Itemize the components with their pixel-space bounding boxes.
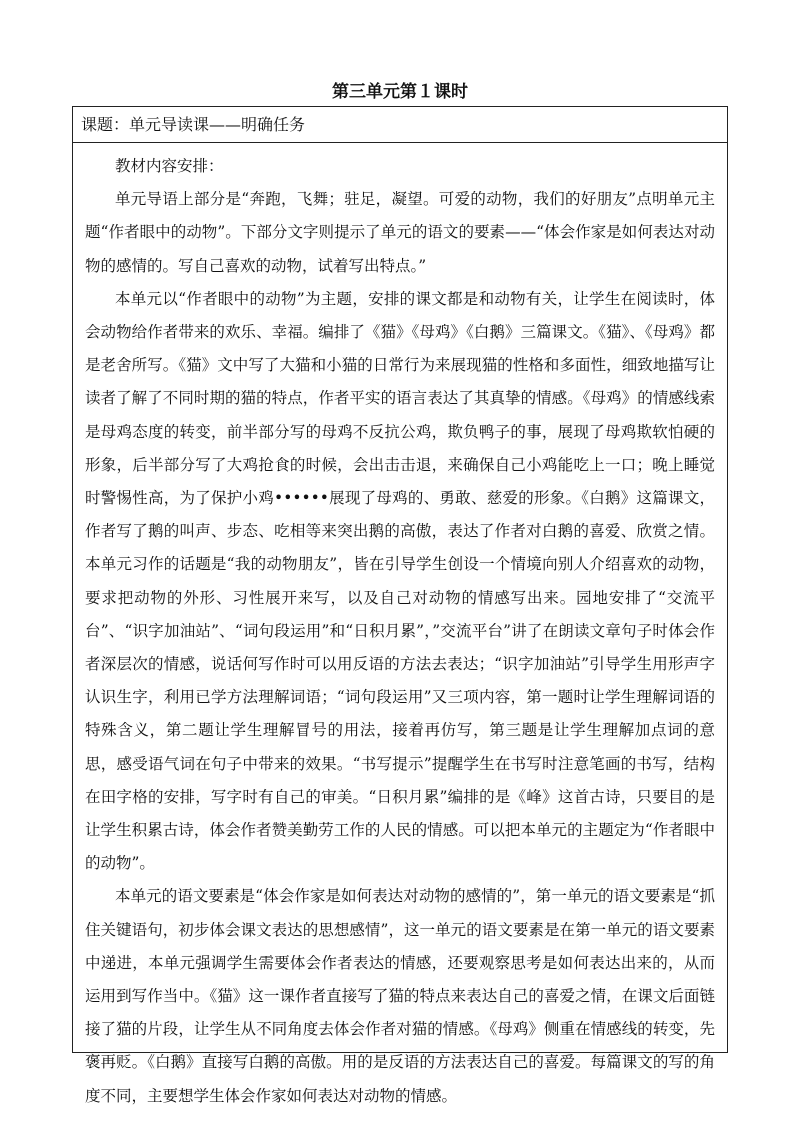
section-label: 教材内容安排： <box>115 157 224 175</box>
paragraph-unit-intro: 单元导语上部分是“奔跑，飞舞；驻足，凝望。可爱的动物，我们的好朋友”点明单元主题“作者眼中的动物”。下部分文字则提示了单元的语文的要素——“体会作家是如何表达对动物的感情的。写自己喜欢的动物，试着写出特点。” <box>85 190 715 275</box>
lesson-topic: 课题：单元导读课——明确任务 <box>81 115 306 134</box>
topic-row <box>73 107 727 143</box>
content-cell <box>73 143 727 1113</box>
paragraph-unit-arrangement: 本单元以“作者眼中的动物”为主题，安排的课文都是和动物有关，让学生在阅读时，体会动物给作者带来的欢乐、幸福。编排了《猫》《母鸡》《白鹅》三篇课文。《猫》、《母鸡》都是老舍所写。《猫》文中写了大猫和小猫的日常行为来展现猫的性格和多面性，细致地描写让读者了解了不同时期的猫的特点，作者平实的语言表达了其真挚的情感。《母鸡》的情感线索是母鸡态度的转变，前半部分写的母鸡不反抗公鸡，欺负鸭子的事，展现了母鸡欺软怕硬的形象，后半部分写了大鸡抢食的时候，会出击击退，来确保自己小鸡能吃上一口；晚上睡觉时警惕性高，为了保护小鸡••••••展现了母鸡的、勇敢、慈爱的形象。《白鹅》这篇课文，作者写了鹅的叫声、步态、吃相等来突出鹅的高傲，表达了作者对白鹅的喜爱、欣赏之情。本单元习作的话题是“我的动物朋友”，皆在引导学生创设一个情境向别人介绍喜欢的动物，要求把动物的外形、习性展开来写，以及自己对动物的情感写出来。园地安排了“交流平台”、“识字加油站”、“词句段运用”和“日积月累”，”交流平台”讲了在朗读文章句子时体会作者深层次的情感，说话何写作时可以用反语的方法去表达；“识字加油站”引导学生用形声字认识生字，利用已学方法理解词语；“词句段运用”又三项内容，第一题时让学生理解词语的特殊含义，第二题让学生理解冒号的用法，接着再仿写，第三题是让学生理解加点词的意思，感受语气词在句子中带来的效果。“书写提示”提醒学生在书写时注意笔画的书写，结构在田字格的安排，写字时有自己的审美。“日积月累”编排的是《峰》这首古诗，只要目的是让学生积累古诗，体会作者赞美勤劳工作的人民的情感。可以把本单元的主题定为“作者眼中的动物”。 <box>85 289 715 873</box>
paragraph-language-elements: 本单元的语文要素是“体会作家是如何表达对动物的感情的”，第一单元的语文要素是“抓住关键语句，初步体会课文表达的思想感情”，这一单元的语文要素是在第一单元的语文要素中递进，本单元强调学生需要体会作者表达的情感，还要观察思考是如何表达出来的，从而运用到写作当中。《猫》这一课作者直接写了猫的特点来表达自己的喜爱之情，在课文后面链接了猫的片段，让学生从不同角度去体会作者对猫的情感。《母鸡》侧重在情感线的转变，先褒再贬。《白鹅》直接写白鹅的高傲。用的是反语的方法表达自己的喜爱。每篇课文的写的角度不同，主要想学生体会作家如何表达对动物的情感。 <box>85 887 715 1105</box>
lesson-plan-table <box>72 106 728 1105</box>
document-title: 第三单元第１课时 <box>332 82 468 102</box>
